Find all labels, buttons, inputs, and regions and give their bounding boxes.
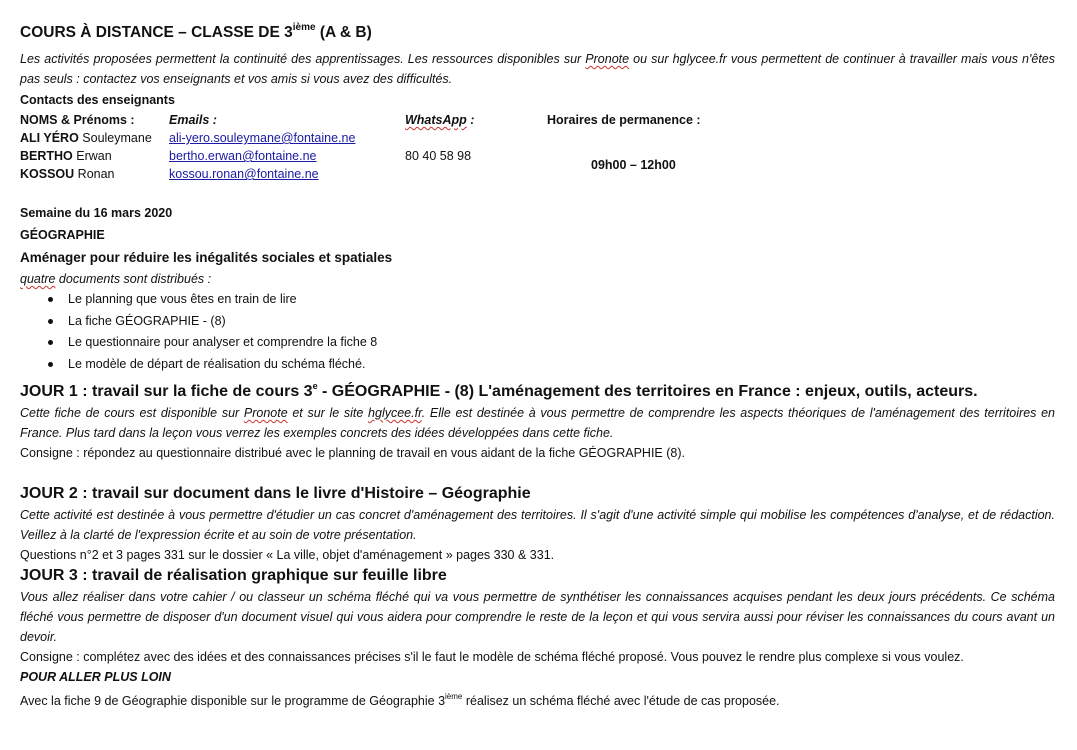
further-heading: POUR ALLER PLUS LOIN <box>20 670 171 684</box>
whatsapp-number: 80 40 58 98 <box>405 149 472 163</box>
documents-list <box>20 289 1055 375</box>
week-heading: Semaine du 16 mars 2020 <box>20 206 173 220</box>
teacher-last-name: BERTHO <box>20 149 73 163</box>
whatsapp-header <box>405 111 474 129</box>
whatsapp-header-colon: : <box>466 113 475 127</box>
list-item: Le planning que vous êtes en train de lire <box>68 289 1055 311</box>
jour3-heading: JOUR 3 : travail de réalisation graphique sur feuille libre <box>20 567 447 584</box>
spacer <box>20 463 1055 483</box>
whatsapp-header-label: WhatsApp <box>405 113 467 127</box>
intro-text-1: Les activités proposées permettent la continuité des apprentissages. Les ressources disponibles sur <box>20 52 586 66</box>
theme-heading: Aménager pour réduire les inégalités sociales et spatiales <box>20 250 393 265</box>
jour1-description <box>20 403 1055 443</box>
jour3-consigne: Consigne : complétez avec des idées et des connaissances précises s'il le faut le modèle de schéma fléché proposé. Vous pouvez le rendre plus complexe si vous voulez. <box>20 650 964 664</box>
further-text-sup: ième <box>445 692 463 701</box>
jour1-desc-b: et sur le site <box>287 406 369 420</box>
title-prefix: COURS À DISTANCE – CLASSE DE 3 <box>20 24 293 41</box>
jour1-title-a: JOUR 1 : travail sur la fiche de cours 3 <box>20 383 313 400</box>
document-page <box>20 18 1055 711</box>
docs-intro <box>20 269 1055 289</box>
title-suffix: (A & B) <box>315 24 372 41</box>
jour1-desc-pronote: Pronote <box>243 406 288 420</box>
hours-value: 09h00 – 12h00 <box>591 158 676 172</box>
jour1-desc-a: Cette fiche de cours est disponible sur <box>20 406 244 420</box>
intro-paragraph <box>20 49 1055 89</box>
docs-intro-rest: documents sont distribués : <box>55 272 212 286</box>
jour1-desc-c: . Elle est destinée à vous permettre de comprendre les aspects théoriques de l'aménagement des territoires en France. Plus tard dans la leçon vous verrez les exemples concrets des idées développées dans cette fiche. <box>20 406 1055 440</box>
emails-header: Emails : <box>169 113 217 127</box>
jour1-heading <box>20 375 1055 403</box>
teacher-first-name: Erwan <box>72 149 112 163</box>
docs-intro-word: quatre <box>20 272 56 286</box>
title-superscript: ième <box>292 22 316 33</box>
further-text-a: Avec la fiche 9 de Géographie disponible sur le programme de Géographie 3 <box>20 694 446 708</box>
teacher-first-name: Ronan <box>74 167 115 181</box>
jour1-title-b: - GÉOGRAPHIE - (8) L'aménagement des territoires en France : enjeux, outils, acteurs. <box>317 383 978 400</box>
jour2-heading: JOUR 2 : travail sur document dans le livre d'Histoire – Géographie <box>20 485 531 502</box>
list-item: Le questionnaire pour analyser et comprendre la fiche 8 <box>68 332 1055 354</box>
teacher-first-name: Souleymane <box>78 131 152 145</box>
list-item: La fiche GÉOGRAPHIE - (8) <box>68 311 1055 333</box>
names-header: NOMS & Prénoms : <box>20 113 135 127</box>
list-item: Le modèle de départ de réalisation du schéma fléché. <box>68 354 1055 376</box>
teacher-email-link[interactable]: ali-yero.souleymane@fontaine.ne <box>169 131 356 145</box>
teacher-last-name: ALI YÉRO <box>20 131 79 145</box>
page-title <box>20 18 1055 43</box>
jour1-desc-site: hglycee.fr <box>368 406 422 420</box>
intro-pronote: Pronote <box>585 52 630 66</box>
subject-heading: GÉOGRAPHIE <box>20 228 105 242</box>
further-text-b: réalisez un schéma fléché avec l'étude de cas proposée. <box>462 694 780 708</box>
jour2-questions: Questions n°2 et 3 pages 331 sur le dossier « La ville, objet d'aménagement » pages 330 & 331. <box>20 548 555 562</box>
contacts-table <box>20 111 1055 183</box>
teacher-last-name: KOSSOU <box>20 167 75 181</box>
jour1-consigne: Consigne : répondez au questionnaire distribué avec le planning de travail en vous aidant de la fiche GÉOGRAPHIE (8). <box>20 446 685 460</box>
hours-header: Horaires de permanence : <box>547 113 701 127</box>
further-text <box>20 687 1055 711</box>
teacher-name <box>20 129 152 147</box>
jour2-description: Cette activité est destinée à vous permettre d'étudier un cas concret d'aménagement des territoires. Il s'agit d'une activité simple qui mobilise les compétences d'analyse, et de rédaction. Veillez à la clarté de l'expression écrite et au soin de votre présentation. <box>20 508 1055 542</box>
jour1-title-sup: e <box>312 381 318 391</box>
teacher-name <box>20 147 112 165</box>
jour3-description: Vous allez réaliser dans votre cahier / ou classeur un schéma fléché qui va vous permettre de synthétiser les connaissances acquises pendant les deux jours précédents. Ce schéma fléché vous permettre de disposer d'un document visuel qui vous aidera pour comprendre le reste de la leçon et qui vous servira aussi pour réviser les connaissances du cours avant un devoir. <box>20 590 1055 644</box>
teacher-email-link[interactable]: kossou.ronan@fontaine.ne <box>169 167 319 181</box>
teacher-email-link[interactable]: bertho.erwan@fontaine.ne <box>169 149 317 163</box>
teacher-name <box>20 165 115 183</box>
intro-text-2: ou sur hglycee.fr vous permettent de continuer à travailler mais vous n'êtes pas seuls : contactez vos enseignants et vos amis si vous avez des difficultés. <box>20 52 1055 86</box>
contacts-heading: Contacts des enseignants <box>20 93 175 107</box>
